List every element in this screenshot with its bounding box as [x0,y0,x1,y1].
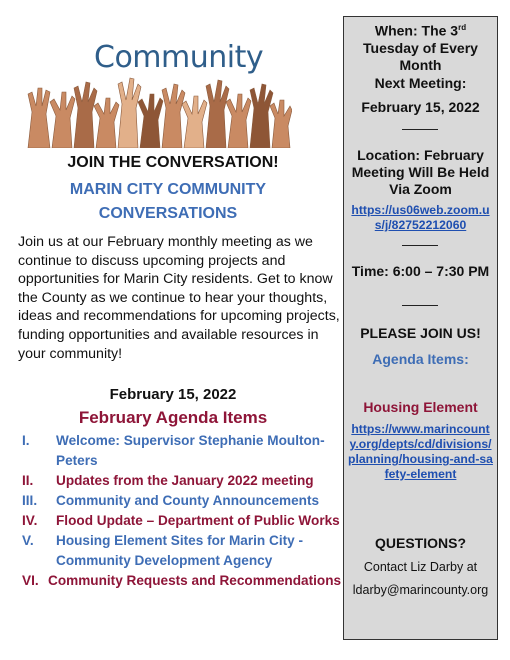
divider [402,305,438,306]
next-meeting-date: February 15, 2022 [361,99,480,115]
agenda-item-number: V. [22,533,34,548]
agenda-item [22,471,342,491]
agenda-item-text: Community and County Announcements [56,493,320,508]
agenda-item-text: Updates from the January 2022 meeting [56,473,314,488]
agenda-item [22,531,342,571]
agenda-item-number: I. [22,433,30,448]
agenda-item [22,431,342,471]
divider [402,129,438,130]
when-label: When: The 3 [374,22,459,39]
raised-hands-image [22,72,292,148]
agenda-item-text: Welcome: Supervisor Stephanie Moulton-Peters [56,433,325,468]
when-text [350,19,491,74]
housing-element-heading: Housing Element [363,399,478,415]
agenda-item-text: Community Requests and Recommendations [48,573,342,588]
agenda-item [22,571,342,591]
contact-email[interactable]: ldarby@marincounty.org [352,583,489,597]
when-schedule: Tuesday of Every Month [363,39,478,73]
divider [402,245,438,246]
housing-element-link[interactable]: https://www.marincounty.org/depts/cd/divisions/planning/housing-and-safety-element [348,422,493,481]
community-logo [22,38,292,148]
intro-paragraph: Join us at our February monthly meeting as we continue to discuss upcoming projects and opportunities for Marin City residents. Get to know the County as we continue to hear your thoughts, ideas and recommendations for upcoming projects, funding opportunities and available resources in your community! [18,234,340,362]
logo-wordmark: Community [94,40,264,75]
location-text: Location: February Meeting Will Be Held Via Zoom [351,147,490,197]
agenda-title: February Agenda Items [78,408,268,427]
please-join-text: PLEASE JOIN US! [360,325,481,341]
agenda-item-number: II. [22,473,34,488]
agenda-list [22,431,342,591]
meeting-info-sidebar [343,16,498,640]
agenda-item-number: III. [22,493,38,508]
community-conversations-heading [18,178,318,226]
agenda-item [22,511,342,531]
contact-text: Contact Liz Darby at [363,560,478,574]
meeting-date: February 15, 2022 [109,386,237,403]
time-text: Time: 6:00 – 7:30 PM [351,263,490,279]
agenda-item-number: VI. [22,573,39,588]
agenda-item-number: IV. [22,513,38,528]
next-meeting-label: Next Meeting: [374,75,467,91]
subheading-line-2: CONVERSATIONS [98,205,238,222]
questions-heading: QUESTIONS? [374,535,466,551]
join-heading: JOIN THE CONVERSATION! [67,154,279,171]
agenda-item-text: Flood Update – Department of Public Works [56,513,340,528]
agenda-item-text: Housing Element Sites for Marin City - Community Development Agency [56,533,303,568]
zoom-link[interactable]: https://us06web.zoom.us/j/82752212060 [351,203,490,232]
when-ordinal: rd [458,23,467,32]
subheading-line-1: MARIN CITY COMMUNITY [69,181,267,198]
agenda-item [22,491,342,511]
agenda-items-label: Agenda Items: [372,351,469,367]
